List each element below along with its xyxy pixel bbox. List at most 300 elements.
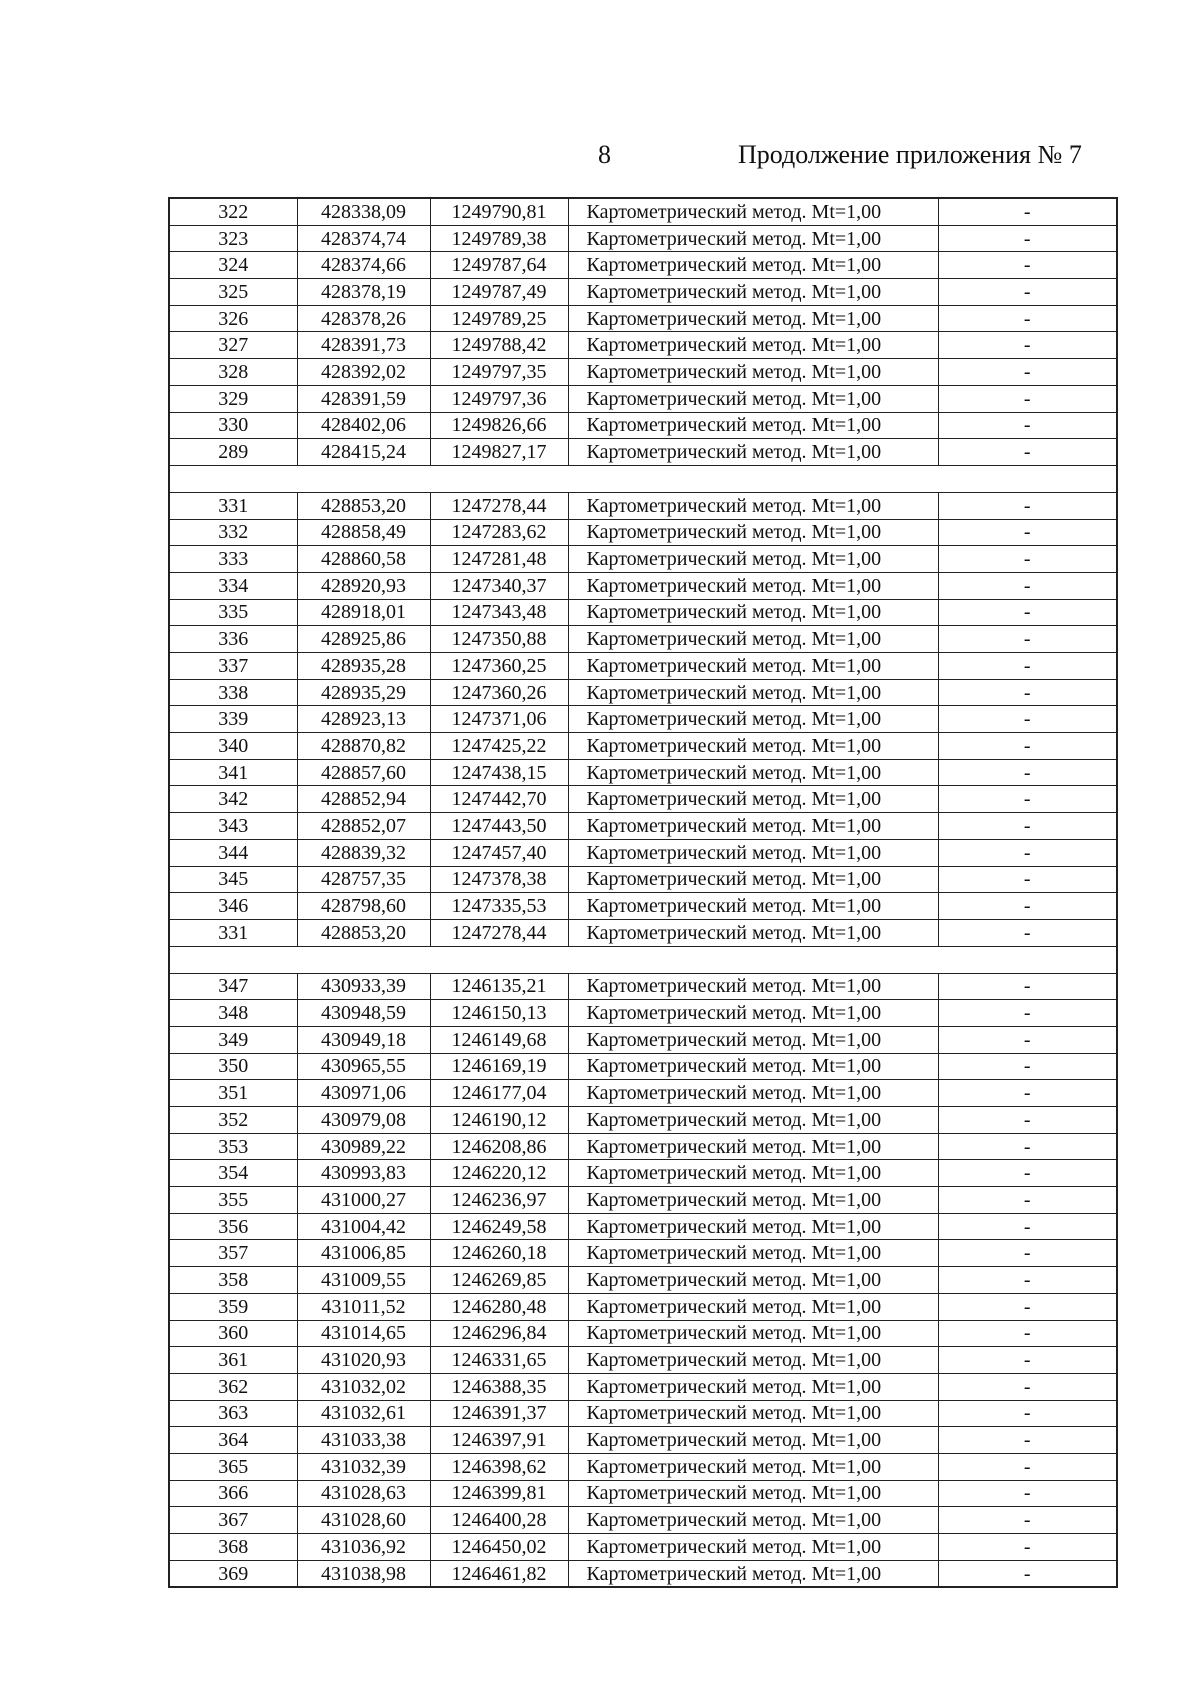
x-coordinate-cell: 430933,39 (297, 973, 430, 1000)
point-number-cell: 364 (169, 1427, 297, 1454)
x-coordinate-cell: 428378,26 (297, 305, 430, 332)
y-coordinate-cell: 1246388,35 (430, 1373, 568, 1400)
accuracy-description-cell: - (938, 1560, 1117, 1587)
table-row (169, 893, 1117, 920)
accuracy-description-cell: - (938, 546, 1117, 573)
table-row (169, 519, 1117, 546)
accuracy-description-cell: - (938, 893, 1117, 920)
y-coordinate-cell: 1249787,49 (430, 279, 568, 306)
accuracy-description-cell: - (938, 1373, 1117, 1400)
accuracy-description-cell: - (938, 1293, 1117, 1320)
x-coordinate-cell: 428925,86 (297, 626, 430, 653)
point-number-cell: 333 (169, 546, 297, 573)
x-coordinate-cell: 428935,28 (297, 653, 430, 680)
method-cell: Картометрический метод. Mt=1,00 (568, 786, 938, 813)
point-number-cell: 352 (169, 1107, 297, 1134)
y-coordinate-cell: 1247371,06 (430, 706, 568, 733)
x-coordinate-cell: 428798,60 (297, 893, 430, 920)
accuracy-description-cell: - (938, 733, 1117, 760)
accuracy-description-cell: - (938, 572, 1117, 599)
x-coordinate-cell: 431038,98 (297, 1560, 430, 1587)
x-coordinate-cell: 428415,24 (297, 439, 430, 466)
point-number-cell: 365 (169, 1453, 297, 1480)
x-coordinate-cell: 431028,60 (297, 1507, 430, 1534)
table-row (169, 546, 1117, 573)
x-coordinate-cell: 428920,93 (297, 572, 430, 599)
point-number-cell: 362 (169, 1373, 297, 1400)
method-cell: Картометрический метод. Mt=1,00 (568, 225, 938, 252)
y-coordinate-cell: 1246400,28 (430, 1507, 568, 1534)
x-coordinate-cell: 428858,49 (297, 519, 430, 546)
accuracy-description-cell: - (938, 1160, 1117, 1187)
accuracy-description-cell: - (938, 1534, 1117, 1561)
accuracy-description-cell: - (938, 1026, 1117, 1053)
y-coordinate-cell: 1247360,26 (430, 679, 568, 706)
y-coordinate-cell: 1246249,58 (430, 1213, 568, 1240)
accuracy-description-cell: - (938, 305, 1117, 332)
accuracy-description-cell: - (938, 1133, 1117, 1160)
y-coordinate-cell: 1246269,85 (430, 1267, 568, 1294)
table-row (169, 1560, 1117, 1587)
x-coordinate-cell: 428923,13 (297, 706, 430, 733)
point-number-cell: 369 (169, 1560, 297, 1587)
method-cell: Картометрический метод. Mt=1,00 (568, 1000, 938, 1027)
table-row (169, 1000, 1117, 1027)
table-row (169, 1320, 1117, 1347)
point-number-cell: 357 (169, 1240, 297, 1267)
accuracy-description-cell: - (938, 1347, 1117, 1374)
table-row (169, 1053, 1117, 1080)
x-coordinate-cell: 431020,93 (297, 1347, 430, 1374)
table-row (169, 1213, 1117, 1240)
accuracy-description-cell: - (938, 439, 1117, 466)
x-coordinate-cell: 431032,39 (297, 1453, 430, 1480)
x-coordinate-cell: 431028,63 (297, 1480, 430, 1507)
point-number-cell: 348 (169, 1000, 297, 1027)
x-coordinate-cell: 428391,73 (297, 332, 430, 359)
table-row (169, 733, 1117, 760)
method-cell: Картометрический метод. Mt=1,00 (568, 1053, 938, 1080)
y-coordinate-cell: 1246208,86 (430, 1133, 568, 1160)
table-row (169, 973, 1117, 1000)
accuracy-description-cell: - (938, 786, 1117, 813)
method-cell: Картометрический метод. Mt=1,00 (568, 919, 938, 946)
method-cell: Картометрический метод. Mt=1,00 (568, 1320, 938, 1347)
method-cell: Картометрический метод. Mt=1,00 (568, 973, 938, 1000)
y-coordinate-cell: 1247443,50 (430, 813, 568, 840)
accuracy-description-cell: - (938, 1453, 1117, 1480)
table-row (169, 332, 1117, 359)
method-cell: Картометрический метод. Mt=1,00 (568, 279, 938, 306)
y-coordinate-cell: 1246331,65 (430, 1347, 568, 1374)
method-cell: Картометрический метод. Mt=1,00 (568, 385, 938, 412)
group-separator-row (169, 465, 1117, 492)
x-coordinate-cell: 431032,02 (297, 1373, 430, 1400)
y-coordinate-cell: 1249797,36 (430, 385, 568, 412)
accuracy-description-cell: - (938, 653, 1117, 680)
y-coordinate-cell: 1249797,35 (430, 359, 568, 386)
y-coordinate-cell: 1249790,81 (430, 198, 568, 225)
x-coordinate-cell: 431011,52 (297, 1293, 430, 1320)
accuracy-description-cell: - (938, 412, 1117, 439)
table-row (169, 252, 1117, 279)
y-coordinate-cell: 1249789,38 (430, 225, 568, 252)
y-coordinate-cell: 1246135,21 (430, 973, 568, 1000)
accuracy-description-cell: - (938, 279, 1117, 306)
x-coordinate-cell: 430979,08 (297, 1107, 430, 1134)
table-row (169, 759, 1117, 786)
accuracy-description-cell: - (938, 973, 1117, 1000)
x-coordinate-cell: 428857,60 (297, 759, 430, 786)
method-cell: Картометрический метод. Mt=1,00 (568, 866, 938, 893)
method-cell: Картометрический метод. Mt=1,00 (568, 759, 938, 786)
point-number-cell: 361 (169, 1347, 297, 1374)
accuracy-description-cell: - (938, 866, 1117, 893)
coordinates-table (168, 197, 1118, 1588)
y-coordinate-cell: 1249789,25 (430, 305, 568, 332)
method-cell: Картометрический метод. Mt=1,00 (568, 332, 938, 359)
point-number-cell: 289 (169, 439, 297, 466)
x-coordinate-cell: 428852,07 (297, 813, 430, 840)
y-coordinate-cell: 1246280,48 (430, 1293, 568, 1320)
accuracy-description-cell: - (938, 919, 1117, 946)
y-coordinate-cell: 1247442,70 (430, 786, 568, 813)
table-row (169, 439, 1117, 466)
table-row (169, 1453, 1117, 1480)
y-coordinate-cell: 1249788,42 (430, 332, 568, 359)
table-row (169, 1293, 1117, 1320)
x-coordinate-cell: 430993,83 (297, 1160, 430, 1187)
point-number-cell: 326 (169, 305, 297, 332)
x-coordinate-cell: 431000,27 (297, 1187, 430, 1214)
table-row (169, 653, 1117, 680)
accuracy-description-cell: - (938, 1507, 1117, 1534)
point-number-cell: 360 (169, 1320, 297, 1347)
group-separator-row (169, 946, 1117, 973)
y-coordinate-cell: 1246398,62 (430, 1453, 568, 1480)
table-row (169, 1133, 1117, 1160)
y-coordinate-cell: 1246450,02 (430, 1534, 568, 1561)
x-coordinate-cell: 428935,29 (297, 679, 430, 706)
x-coordinate-cell: 428870,82 (297, 733, 430, 760)
y-coordinate-cell: 1247350,88 (430, 626, 568, 653)
accuracy-description-cell: - (938, 839, 1117, 866)
method-cell: Картометрический метод. Mt=1,00 (568, 412, 938, 439)
point-number-cell: 356 (169, 1213, 297, 1240)
accuracy-description-cell: - (938, 1400, 1117, 1427)
table-row (169, 1107, 1117, 1134)
x-coordinate-cell: 431009,55 (297, 1267, 430, 1294)
accuracy-description-cell: - (938, 1480, 1117, 1507)
accuracy-description-cell: - (938, 1107, 1117, 1134)
method-cell: Картометрический метод. Mt=1,00 (568, 359, 938, 386)
point-number-cell: 359 (169, 1293, 297, 1320)
method-cell: Картометрический метод. Mt=1,00 (568, 599, 938, 626)
point-number-cell: 351 (169, 1080, 297, 1107)
accuracy-description-cell: - (938, 1240, 1117, 1267)
point-number-cell: 368 (169, 1534, 297, 1561)
accuracy-description-cell: - (938, 1213, 1117, 1240)
table-row (169, 198, 1117, 225)
table-row (169, 1400, 1117, 1427)
accuracy-description-cell: - (938, 1080, 1117, 1107)
accuracy-description-cell: - (938, 332, 1117, 359)
x-coordinate-cell: 430989,22 (297, 1133, 430, 1160)
y-coordinate-cell: 1249827,17 (430, 439, 568, 466)
x-coordinate-cell: 428378,19 (297, 279, 430, 306)
x-coordinate-cell: 428374,74 (297, 225, 430, 252)
method-cell: Картометрический метод. Mt=1,00 (568, 1373, 938, 1400)
y-coordinate-cell: 1246397,91 (430, 1427, 568, 1454)
point-number-cell: 324 (169, 252, 297, 279)
y-coordinate-cell: 1249826,66 (430, 412, 568, 439)
table-row (169, 305, 1117, 332)
table-row (169, 1480, 1117, 1507)
accuracy-description-cell: - (938, 759, 1117, 786)
y-coordinate-cell: 1247425,22 (430, 733, 568, 760)
point-number-cell: 363 (169, 1400, 297, 1427)
point-number-cell: 346 (169, 893, 297, 920)
method-cell: Картометрический метод. Mt=1,00 (568, 1107, 938, 1134)
table-row (169, 1080, 1117, 1107)
y-coordinate-cell: 1246220,12 (430, 1160, 568, 1187)
point-number-cell: 328 (169, 359, 297, 386)
point-number-cell: 325 (169, 279, 297, 306)
x-coordinate-cell: 428392,02 (297, 359, 430, 386)
method-cell: Картометрический метод. Mt=1,00 (568, 1026, 938, 1053)
y-coordinate-cell: 1246296,84 (430, 1320, 568, 1347)
point-number-cell: 339 (169, 706, 297, 733)
table-row (169, 1347, 1117, 1374)
y-coordinate-cell: 1246177,04 (430, 1080, 568, 1107)
y-coordinate-cell: 1247335,53 (430, 893, 568, 920)
table-row (169, 679, 1117, 706)
point-number-cell: 334 (169, 572, 297, 599)
table-row (169, 786, 1117, 813)
method-cell: Картометрический метод. Mt=1,00 (568, 1453, 938, 1480)
x-coordinate-cell: 430971,06 (297, 1080, 430, 1107)
table-row (169, 1160, 1117, 1187)
point-number-cell: 335 (169, 599, 297, 626)
table-row (169, 1427, 1117, 1454)
table-row (169, 279, 1117, 306)
point-number-cell: 327 (169, 332, 297, 359)
point-number-cell: 355 (169, 1187, 297, 1214)
accuracy-description-cell: - (938, 492, 1117, 519)
x-coordinate-cell: 428852,94 (297, 786, 430, 813)
table-row (169, 866, 1117, 893)
x-coordinate-cell: 431032,61 (297, 1400, 430, 1427)
group-separator-cell (169, 946, 1117, 973)
y-coordinate-cell: 1247281,48 (430, 546, 568, 573)
table-row (169, 1507, 1117, 1534)
method-cell: Картометрический метод. Mt=1,00 (568, 893, 938, 920)
accuracy-description-cell: - (938, 252, 1117, 279)
method-cell: Картометрический метод. Mt=1,00 (568, 1267, 938, 1294)
method-cell: Картометрический метод. Mt=1,00 (568, 1534, 938, 1561)
point-number-cell: 349 (169, 1026, 297, 1053)
table-row (169, 1187, 1117, 1214)
table-row (169, 839, 1117, 866)
table-row (169, 385, 1117, 412)
x-coordinate-cell: 430948,59 (297, 1000, 430, 1027)
y-coordinate-cell: 1246236,97 (430, 1187, 568, 1214)
point-number-cell: 331 (169, 919, 297, 946)
y-coordinate-cell: 1247360,25 (430, 653, 568, 680)
table-row (169, 706, 1117, 733)
point-number-cell: 350 (169, 1053, 297, 1080)
table-row (169, 1026, 1117, 1053)
point-number-cell: 340 (169, 733, 297, 760)
point-number-cell: 332 (169, 519, 297, 546)
x-coordinate-cell: 428918,01 (297, 599, 430, 626)
accuracy-description-cell: - (938, 599, 1117, 626)
table-row (169, 225, 1117, 252)
method-cell: Картометрический метод. Mt=1,00 (568, 1427, 938, 1454)
y-coordinate-cell: 1246190,12 (430, 1107, 568, 1134)
x-coordinate-cell: 431014,65 (297, 1320, 430, 1347)
y-coordinate-cell: 1247278,44 (430, 492, 568, 519)
accuracy-description-cell: - (938, 626, 1117, 653)
table-row (169, 1240, 1117, 1267)
x-coordinate-cell: 428757,35 (297, 866, 430, 893)
method-cell: Картометрический метод. Mt=1,00 (568, 653, 938, 680)
table-row (169, 572, 1117, 599)
y-coordinate-cell: 1247457,40 (430, 839, 568, 866)
method-cell: Картометрический метод. Mt=1,00 (568, 839, 938, 866)
point-number-cell: 343 (169, 813, 297, 840)
method-cell: Картометрический метод. Mt=1,00 (568, 439, 938, 466)
method-cell: Картометрический метод. Mt=1,00 (568, 1133, 938, 1160)
method-cell: Картометрический метод. Mt=1,00 (568, 1293, 938, 1320)
y-coordinate-cell: 1247378,38 (430, 866, 568, 893)
y-coordinate-cell: 1247343,48 (430, 599, 568, 626)
accuracy-description-cell: - (938, 679, 1117, 706)
method-cell: Картометрический метод. Mt=1,00 (568, 1187, 938, 1214)
method-cell: Картометрический метод. Mt=1,00 (568, 1160, 938, 1187)
method-cell: Картометрический метод. Mt=1,00 (568, 546, 938, 573)
method-cell: Картометрический метод. Mt=1,00 (568, 1560, 938, 1587)
table-row (169, 599, 1117, 626)
x-coordinate-cell: 428402,06 (297, 412, 430, 439)
method-cell: Картометрический метод. Mt=1,00 (568, 679, 938, 706)
x-coordinate-cell: 431033,38 (297, 1427, 430, 1454)
x-coordinate-cell: 428853,20 (297, 919, 430, 946)
y-coordinate-cell: 1246149,68 (430, 1026, 568, 1053)
point-number-cell: 329 (169, 385, 297, 412)
point-number-cell: 330 (169, 412, 297, 439)
method-cell: Картометрический метод. Mt=1,00 (568, 1347, 938, 1374)
x-coordinate-cell: 430949,18 (297, 1026, 430, 1053)
accuracy-description-cell: - (938, 519, 1117, 546)
y-coordinate-cell: 1247340,37 (430, 572, 568, 599)
point-number-cell: 344 (169, 839, 297, 866)
x-coordinate-cell: 428338,09 (297, 198, 430, 225)
x-coordinate-cell: 428391,59 (297, 385, 430, 412)
y-coordinate-cell: 1246399,81 (430, 1480, 568, 1507)
point-number-cell: 322 (169, 198, 297, 225)
table-row (169, 359, 1117, 386)
y-coordinate-cell: 1246391,37 (430, 1400, 568, 1427)
x-coordinate-cell: 430965,55 (297, 1053, 430, 1080)
accuracy-description-cell: - (938, 1320, 1117, 1347)
table-row (169, 492, 1117, 519)
group-separator-cell (169, 465, 1117, 492)
accuracy-description-cell: - (938, 1053, 1117, 1080)
method-cell: Картометрический метод. Mt=1,00 (568, 198, 938, 225)
point-number-cell: 367 (169, 1507, 297, 1534)
point-number-cell: 323 (169, 225, 297, 252)
point-number-cell: 337 (169, 653, 297, 680)
x-coordinate-cell: 428853,20 (297, 492, 430, 519)
method-cell: Картометрический метод. Mt=1,00 (568, 1213, 938, 1240)
point-number-cell: 336 (169, 626, 297, 653)
x-coordinate-cell: 431036,92 (297, 1534, 430, 1561)
point-number-cell: 341 (169, 759, 297, 786)
x-coordinate-cell: 428839,32 (297, 839, 430, 866)
accuracy-description-cell: - (938, 1187, 1117, 1214)
point-number-cell: 354 (169, 1160, 297, 1187)
method-cell: Картометрический метод. Mt=1,00 (568, 519, 938, 546)
method-cell: Картометрический метод. Mt=1,00 (568, 305, 938, 332)
y-coordinate-cell: 1246461,82 (430, 1560, 568, 1587)
method-cell: Картометрический метод. Mt=1,00 (568, 1080, 938, 1107)
point-number-cell: 331 (169, 492, 297, 519)
table-row (169, 1267, 1117, 1294)
method-cell: Картометрический метод. Mt=1,00 (568, 252, 938, 279)
x-coordinate-cell: 431006,85 (297, 1240, 430, 1267)
x-coordinate-cell: 428374,66 (297, 252, 430, 279)
y-coordinate-cell: 1246150,13 (430, 1000, 568, 1027)
method-cell: Картометрический метод. Mt=1,00 (568, 1507, 938, 1534)
table-row (169, 626, 1117, 653)
point-number-cell: 345 (169, 866, 297, 893)
method-cell: Картометрический метод. Mt=1,00 (568, 1240, 938, 1267)
method-cell: Картометрический метод. Mt=1,00 (568, 492, 938, 519)
point-number-cell: 353 (169, 1133, 297, 1160)
page-title: Продолжение приложения № 7 (738, 140, 1082, 169)
accuracy-description-cell: - (938, 1000, 1117, 1027)
page-number: 8 (598, 140, 611, 169)
accuracy-description-cell: - (938, 385, 1117, 412)
method-cell: Картометрический метод. Mt=1,00 (568, 813, 938, 840)
point-number-cell: 342 (169, 786, 297, 813)
accuracy-description-cell: - (938, 225, 1117, 252)
y-coordinate-cell: 1246260,18 (430, 1240, 568, 1267)
y-coordinate-cell: 1249787,64 (430, 252, 568, 279)
y-coordinate-cell: 1247283,62 (430, 519, 568, 546)
y-coordinate-cell: 1247438,15 (430, 759, 568, 786)
accuracy-description-cell: - (938, 1427, 1117, 1454)
point-number-cell: 347 (169, 973, 297, 1000)
x-coordinate-cell: 428860,58 (297, 546, 430, 573)
y-coordinate-cell: 1246169,19 (430, 1053, 568, 1080)
accuracy-description-cell: - (938, 359, 1117, 386)
method-cell: Картометрический метод. Mt=1,00 (568, 1480, 938, 1507)
point-number-cell: 338 (169, 679, 297, 706)
method-cell: Картометрический метод. Mt=1,00 (568, 626, 938, 653)
method-cell: Картометрический метод. Mt=1,00 (568, 1400, 938, 1427)
accuracy-description-cell: - (938, 706, 1117, 733)
method-cell: Картометрический метод. Mt=1,00 (568, 706, 938, 733)
accuracy-description-cell: - (938, 813, 1117, 840)
point-number-cell: 358 (169, 1267, 297, 1294)
table-row (169, 919, 1117, 946)
table-row (169, 1373, 1117, 1400)
x-coordinate-cell: 431004,42 (297, 1213, 430, 1240)
method-cell: Картометрический метод. Mt=1,00 (568, 572, 938, 599)
accuracy-description-cell: - (938, 1267, 1117, 1294)
